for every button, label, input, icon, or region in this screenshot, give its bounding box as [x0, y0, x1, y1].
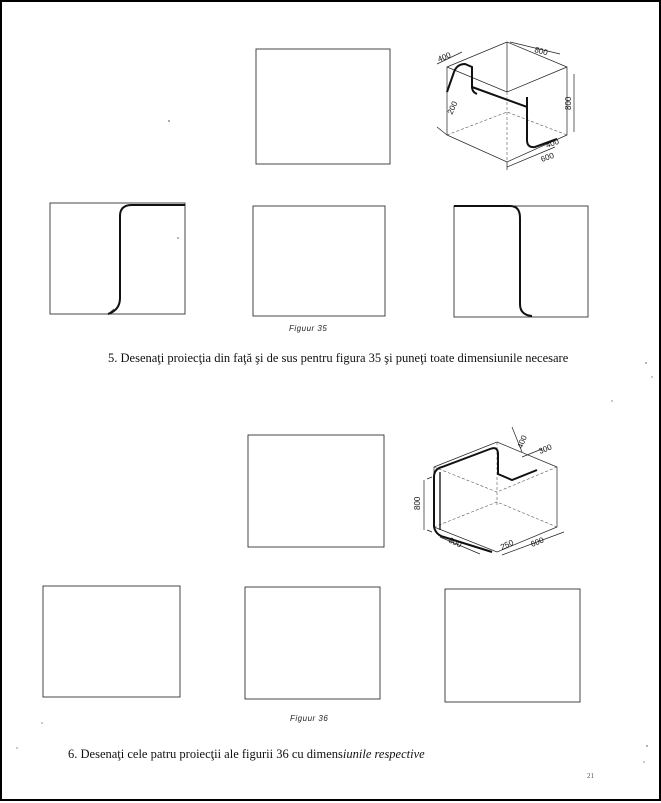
fig36-dim-800-side: 800 — [413, 496, 422, 510]
fig36-empty-middle-box — [245, 587, 380, 699]
fig36-dim-800-bottom: 800 — [447, 535, 464, 550]
fig35-dim-600: 600 — [539, 150, 556, 164]
task-6-text-main: 6. Desenaţi cele patru proiecţii ale figurii 36 cu dimens — [68, 747, 343, 761]
fig35-dim-400-bottom: 400 — [544, 136, 561, 150]
fig35-empty-top-box — [256, 49, 390, 164]
fig35-dim-800-side: 800 — [564, 96, 573, 110]
fig36-empty-right-box — [445, 589, 580, 702]
fig36-dim-250: 250 — [499, 538, 515, 552]
task-5-text: 5. Desenaţi proiecţia din faţă şi de sus pentru figura 35 şi puneţi toate dimensiunile necesare — [108, 351, 569, 365]
fig35-dim-400-top: 400 — [436, 50, 453, 64]
scan-specks — [16, 120, 652, 762]
figure-35-caption: Figuur 35 — [289, 324, 328, 333]
fig36-empty-left-box — [43, 586, 180, 697]
fig35-left-projection — [50, 203, 185, 314]
fig36-dim-400: 400 — [515, 433, 529, 450]
fig36-dim-300: 300 — [537, 442, 554, 456]
fig35-dim-800-top: 800 — [533, 45, 549, 58]
fig35-empty-middle-box — [253, 206, 385, 316]
fig35-right-projection — [454, 206, 588, 317]
drawing-sheet — [2, 2, 661, 803]
fig36-dim-600: 600 — [529, 535, 546, 549]
fig36-empty-top-box — [248, 435, 384, 547]
task-6-text-italic: iunile respective — [342, 747, 425, 761]
figure-36-caption: Figuur 36 — [290, 714, 329, 723]
task-6-text — [68, 747, 588, 762]
fig35-dim-200: 200 — [445, 99, 460, 116]
page-number: 21 — [587, 772, 594, 780]
